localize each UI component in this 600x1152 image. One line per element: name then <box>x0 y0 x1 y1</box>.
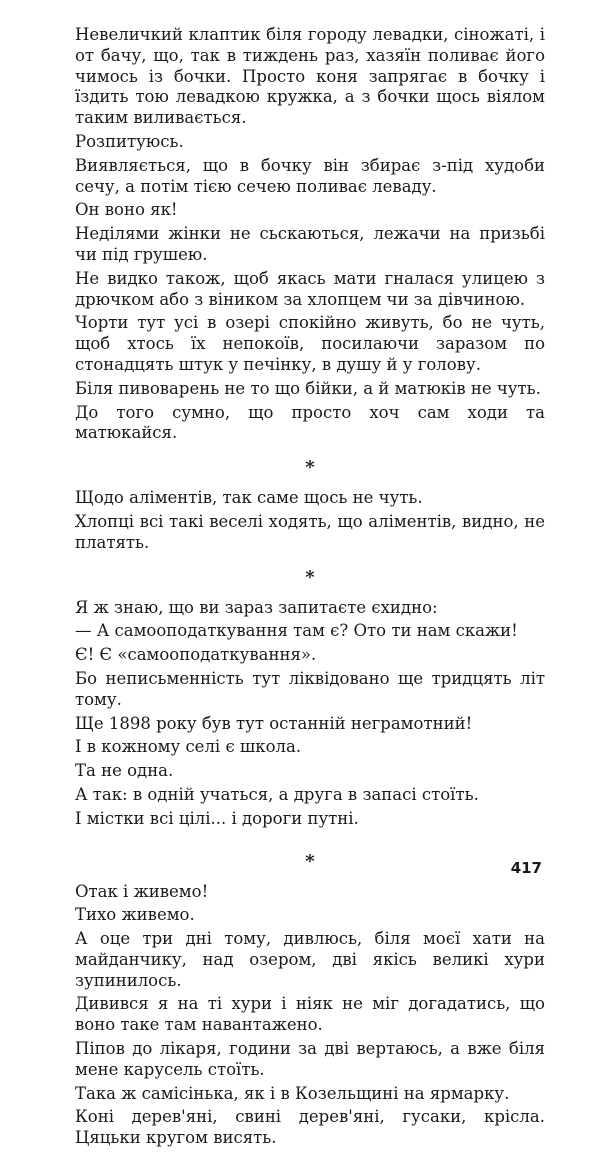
section-separator: * <box>305 566 315 588</box>
paragraph: Коні дерев'яні, свині дерев'яні, гусаки, крісла. Цяцьки кругом висять. <box>75 1107 545 1148</box>
section-3 <box>75 598 545 830</box>
paragraph: Щодо аліментів, так саме щось не чуть. <box>75 488 423 508</box>
page-body <box>75 25 545 1152</box>
paragraph: Біля пивоварень не то що бійки, а й матюків не чуть. <box>75 378 541 398</box>
paragraph: І в кожному селі є школа. <box>75 737 302 757</box>
paragraph: Чорти тут усі в озері спокійно живуть, бо не чуть, щоб хтось їх непокоїв, посилаючи заразом по стонадцять штук у печінку, в душу й у голову. <box>75 313 545 374</box>
paragraph: Не видко також, щоб якась мати гналася улицею з дрючком або з віником за хлопцем чи за дівчиною. <box>75 268 545 309</box>
section-4 <box>75 882 545 1150</box>
paragraph: Така ж самісінька, як і в Козельщині на ярмарку. <box>75 1083 510 1103</box>
paragraph: Виявляється, що в бочку він збирає з-під худоби сечу, а потім тією сечею поливає леваду. <box>75 155 545 196</box>
paragraph: Бо неписьменність тут ліквідовано ще тридцять літ тому. <box>75 668 545 709</box>
section-1 <box>75 25 545 444</box>
paragraph: Ще 1898 року був тут останній неграмотний! <box>75 713 473 733</box>
paragraph: Отак і живемо! <box>75 881 209 901</box>
section-2 <box>75 488 545 553</box>
paragraph: Та не одна. <box>75 761 174 781</box>
paragraph: А так: в одній учаться, а друга в запасі стоїть. <box>75 784 479 804</box>
paragraph: Піпов до лікаря, години за дві вертаюсь, а вже біля мене карусель стоїть. <box>75 1039 545 1079</box>
section-separator: * <box>305 457 315 479</box>
paragraph: Он воно як! <box>75 200 178 220</box>
paragraph: Є! Є «самооподаткування». <box>75 645 317 665</box>
paragraph: Я ж знаю, що ви зараз запитаєте єхидно: <box>75 597 438 617</box>
paragraph: І містки всі цілі... і дороги путні. <box>75 808 359 828</box>
paragraph: Неділями жінки не сьскаються, лежачи на призьбі чи під грушею. <box>75 224 545 264</box>
paragraph: Хлопці всі такі веселі ходять, що аліментів, видно, не платять. <box>75 511 545 552</box>
paragraph: Розпитуюсь. <box>75 131 184 151</box>
paragraph: До того сумно, що просто хоч сам ходи та матюкайся. <box>75 402 545 443</box>
paragraph: А оце три дні тому, дивлюсь, біля моєї хати на майданчику, над озером, дві якісь великі хури зупинилось. <box>75 929 545 990</box>
paragraph: Невеличкий клаптик біля городу левадки, сіножаті, і от бачу, що, так в тиждень раз, хазяїн поливає його чимось із бочки. Просто коня запрягає в бочку і їздить тою левадкою кружка, а з бочки щось віялом таким виливається. <box>75 25 545 128</box>
paragraph: Тихо живемо. <box>75 905 195 925</box>
section-separator: * <box>305 850 315 872</box>
paragraph: — А самооподаткування там є? Ото ти нам скажи! <box>75 621 518 641</box>
page-number: 417 <box>510 859 542 877</box>
paragraph: Дивився я на ті хури і ніяк не міг догадатись, що воно таке там навантажено. <box>75 994 545 1035</box>
